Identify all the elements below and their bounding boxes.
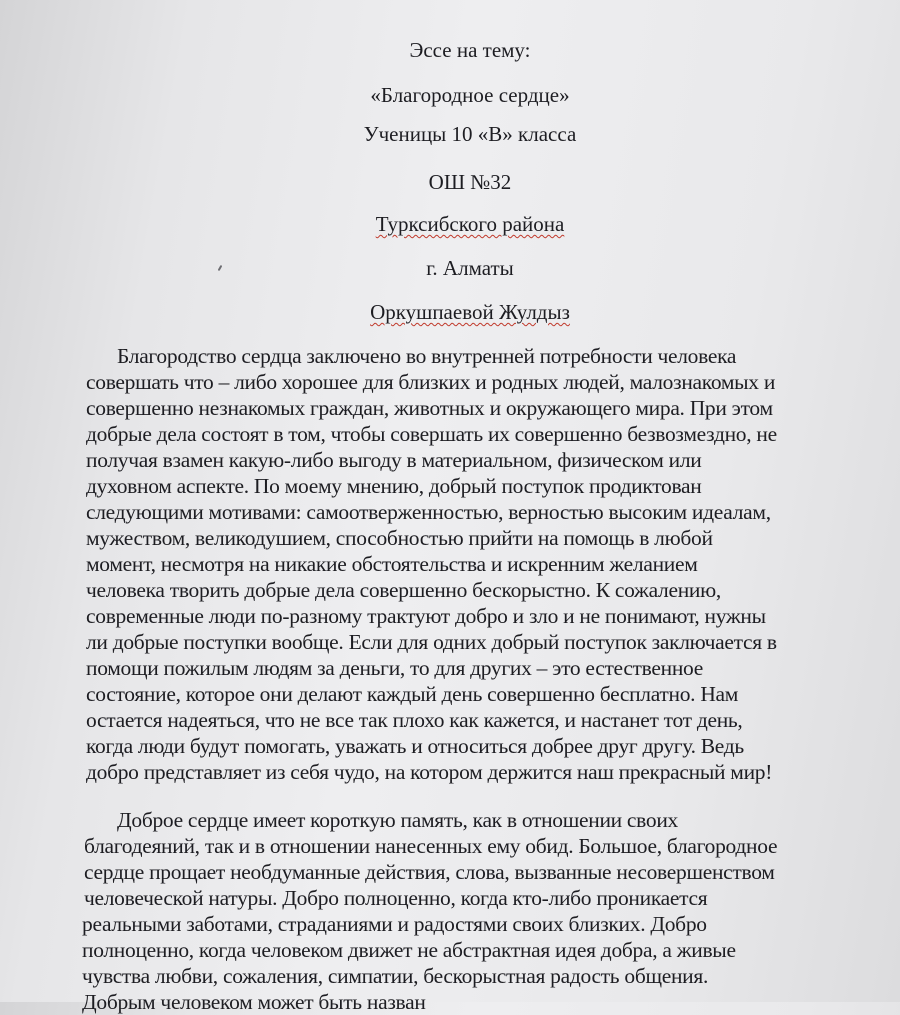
paragraph1-line: духовном аспекте. По моему мнению, добрый поступок продиктован bbox=[86, 474, 702, 498]
paragraph2-line: человеческой натуры. Добро полноценно, когда кто-либо проникается bbox=[84, 886, 708, 910]
paragraph2-line: Добрым человеком может быть назван bbox=[82, 990, 426, 1014]
paragraph1-line: совершенно незнакомых граждан, животных и окружающего мира. При этом bbox=[86, 396, 773, 420]
paragraph2-line: полноценно, когда человеком движет не абстрактная идея добра, а живые bbox=[82, 938, 736, 962]
paragraph1-line: современные люди по-разному трактуют добро и зло и не понимают, нужны bbox=[86, 604, 766, 628]
paragraph2-line: благодеяний, так и в отношении нанесенных ему обид. Большое, благородное bbox=[84, 834, 778, 858]
paragraph1-line: добрые дела состоят в том, чтобы совершать их совершенно безвозмездно, не bbox=[86, 422, 777, 446]
essay-topic-heading: Эссе на тему: bbox=[409, 38, 531, 62]
paragraph2-line: сердце прощает необдуманные действия, слова, вызванные несовершенством bbox=[84, 860, 775, 884]
paragraph1-line: момент, несмотря на никакие обстоятельства и искренним желанием bbox=[86, 552, 698, 576]
paragraph2-line: чувства любви, сожаления, симпатии, бескорыстная радость общения. bbox=[82, 964, 709, 988]
paragraph1-line: мужеством, великодушием, способностью прийти на помощь в любой bbox=[86, 526, 713, 550]
paragraph1-line: совершать что – либо хорошее для близких и родных людей, малознакомых и bbox=[86, 370, 776, 394]
paragraph1-line: состояние, которое они делают каждый день совершенно бесплатно. Нам bbox=[86, 682, 739, 706]
city-line: г. Алматы bbox=[426, 256, 514, 280]
school-line: ОШ №32 bbox=[428, 170, 512, 194]
paragraph1-line: помощи пожилым людям за деньги, то для других – это естественное bbox=[86, 656, 703, 680]
paragraph2-line: Доброе сердце имеет короткую память, как в отношении своих bbox=[117, 808, 678, 832]
author-line: Оркушпаевой Жулдыз bbox=[370, 300, 570, 324]
paragraph1-line: когда люди будут помогать, уважать и относиться добрее друг другу. Ведь bbox=[86, 734, 744, 758]
paragraph1-line: человека творить добрые дела совершенно бескорыстно. К сожалению, bbox=[86, 578, 721, 602]
paragraph1-line: следующими мотивами: самоотверженностью, верностью высоким идеалам, bbox=[86, 500, 771, 524]
student-class-line: Ученицы 10 «В» класса bbox=[363, 122, 577, 146]
district-line: Турксибского района bbox=[375, 212, 565, 236]
paragraph1-line: добро представляет из себя чудо, на котором держится наш прекрасный мир! bbox=[86, 760, 773, 784]
essay-title: «Благородное сердце» bbox=[370, 83, 570, 107]
paragraph2-line: реальными заботами, страданиями и радостями своих близких. Добро bbox=[82, 912, 707, 936]
paragraph1-line: ли добрые поступки вообще. Если для одних добрый поступок заключается в bbox=[86, 630, 777, 654]
paragraph1-line: Благородство сердца заключено во внутренней потребности человека bbox=[117, 344, 737, 368]
paragraph1-line: остается надеяться, что не все так плохо как кажется, и настанет тот день, bbox=[86, 708, 743, 732]
paragraph1-line: получая взамен какую-либо выгоду в материальном, физическом или bbox=[86, 448, 702, 472]
